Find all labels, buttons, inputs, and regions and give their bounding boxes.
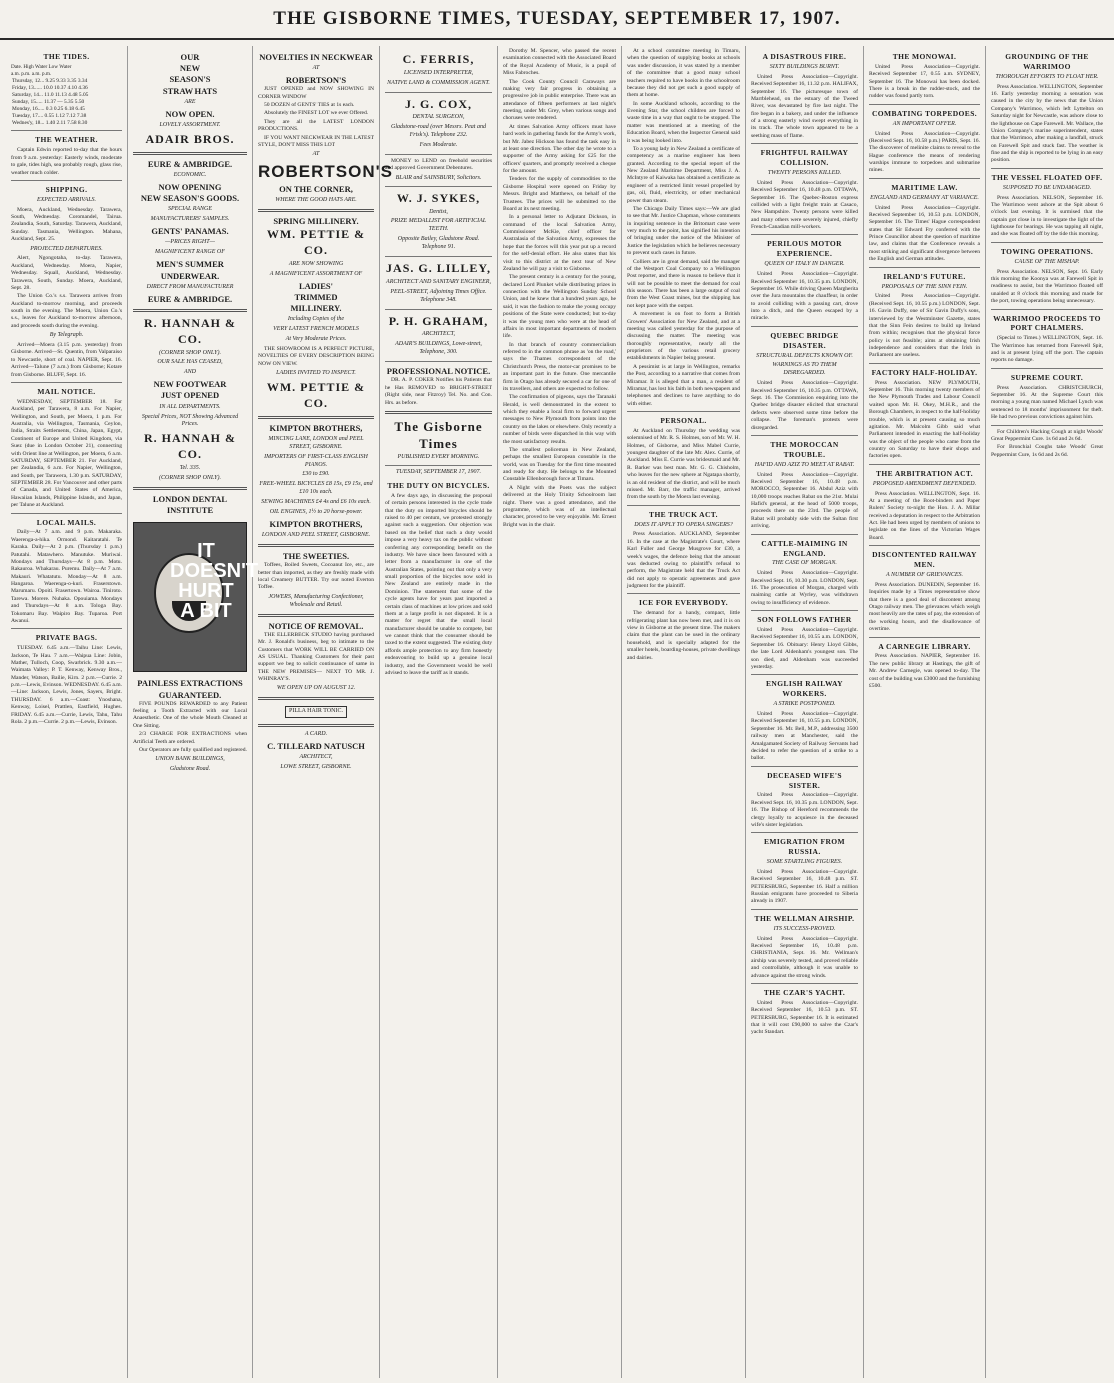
personal-text: At Auckland on Thursday the wedding was solemnised of Mr. R. S. Holmes, son of Mr. W. H. Holmes, of Gisborne, and Miss Mabel Currie, youngest daughter of the late Mr. Alex. Currie, of Auckland. Miss E. Currie was bridesmaid and Mr. R. Barker was best man. Mr. G. G. Chisholm, who leaves for the new sphere at Ngatapa shortly, is an old resident of the district, and will be much missed. Mr. Barr, the traffic manager, arrived from the south by the Moera last evening. xyxy=(627,427,740,501)
ad-direct: DIRECT FROM MANUFACTURER xyxy=(146,283,234,290)
ad-jgcox: J. G. COX, xyxy=(405,96,472,111)
emigration-text: United Press Association—Copyright. Received September 16, 10.48 p.m. ST. PETERSBURG, September 16. Half a million Russian emigrants have proceeded to Siberia already in 1907. xyxy=(751,868,858,905)
movement-text: A movement is on foot to form a British Growers' Association for New Zealand, and at a meeting was called yesterday for the purpose of discussing the matter. The meeting was thoroughly representative, nearly all the proprietors of the various retail grocery establishments in Napier being present. xyxy=(627,311,740,362)
torpedoes-heading: COMBATING TORPEDOES. xyxy=(871,108,978,118)
quebec-subheading: STRUCTURAL DEFECTS KNOWN OF. xyxy=(756,352,853,359)
ad-native-land: NATIVE LAND & COMMISSION AGENT. xyxy=(387,79,490,86)
weather-heading: THE WEATHER. xyxy=(35,135,98,145)
ad-jowers: JOWERS, Manufacturing Confectioner, Wholesale and Retail. xyxy=(268,593,364,608)
ad-straw-hats xyxy=(133,86,247,97)
ad-new-season: NEW SEASON'S GOODS. xyxy=(140,193,240,204)
projected-heading: PROJECTED DEPARTURES. xyxy=(30,245,103,252)
tides-row: Sunday, 15..... 11.37 — 5.35 5.50 xyxy=(12,98,85,105)
lilley-ad xyxy=(385,261,492,305)
truck-text: Press Association. AUCKLAND, September 16. In the case at the Magistrate's Court, where Karl Fuller and George Musgrove for £30, a week's wages, the defence being that the amount was deducted owing to plaintiff's refusal to perform, the Magistrate held that the Truck Act did not apply to operatic agreements and gave judgment for the plaintiff. xyxy=(627,531,740,590)
ad-finest-lot: Absolutely the FINEST LOT we ever Offered. xyxy=(264,110,369,117)
ireland-subheading: PROPOSALS OF THE SINN FEIN. xyxy=(881,283,968,290)
ad-pettie-2: WM. PETTIE & CO. xyxy=(266,379,366,410)
tenders-text: Tenders for the supply of commodities to the Gisborne Hospital were opened on Friday by Messrs. Bright and Matthews, on behalf of the Trustees. The prices will be submitted to the Board at its next meeting. xyxy=(503,176,616,212)
column-5 xyxy=(498,46,622,1378)
ad-good-hats: WHERE THE GOOD HATS ARE. xyxy=(275,196,357,203)
ad-ldi: LONDON DENTAL INSTITUTE xyxy=(152,493,228,516)
moroccan-text: United Press Association—Copyright. Received September 16, 10.48 p.m. MOROCCO, September 16. Abdul Aziz with 10,000 troops reaches Rabat on the 21st. Mulai Hafid's general, at the head of 5000 troops, proceeds there on the 23rd. The people of Rabat will probably side with the Sultan first arriving. xyxy=(751,471,858,530)
proceeds-text: (Special to Times.) WELLINGTON, Sept. 16. The Warrimoo has returned from Farewell Spit, and is at present lying off the port. The captain reports no damage. xyxy=(991,335,1103,364)
ad-money-lend: MONEY to LEND on freehold securities and approved Government Debentures. xyxy=(385,158,492,172)
peppermint-text: For Bronchial Coughs take Woods' Great Peppermint Cure, 1s 6d and 2s 6d. xyxy=(991,444,1103,458)
masthead xyxy=(0,0,1114,40)
ad-at-1: AT xyxy=(312,65,320,72)
moroccan-subheading: HAFID AND AZIZ TO MEET AT RABAT. xyxy=(754,461,855,468)
column-3 xyxy=(253,46,393,1378)
colliers-text: Colliers are in great demand, said the manager of the Westport Coal Company to a Wellington Post reporter, and there is reason to believe that it will not be possible to meet the demand for coal this season. There has been a large output of coal from the West Coast mines, but the shipping has not kept pace with the output. xyxy=(627,258,740,309)
ad-prize-medallist: PRIZE MEDALLIST FOR ARTIFICIAL TEETH. xyxy=(390,218,487,233)
ad-ladies: LADIES' xyxy=(298,280,333,291)
ad-our: OUR xyxy=(180,52,200,62)
frightful-text: United Press Association—Copyright. Received September 16, 10.48 p.m. OTTAWA, September 16. The Quebec-Boston express collided with a light freight train at Casaco, New Hampshire. Twenty persons were killed and many others were severely injured, chiefly French-Canadian mill-workers. xyxy=(751,179,858,231)
union-text: The Union Co.'s s.s. Tarawera arrives from Auckland to-morrow morning, and proceeds south in the evening. The Moera, Union Co.'s s.s., leaves for Auckland to-morrow afternoon, and proceeds south during the evening. xyxy=(11,293,122,329)
floated-text: Press Association. NELSON, September 16. The Warrimoo went ashore at the Spit about 6 o'clock last evening. It is surmised that the captain got close in to investigate the light of the lighthouse for bearings. He was tapping all night, and she was floated off by the tide this morning. xyxy=(991,194,1103,238)
truck-heading: THE TRUCK ACT. xyxy=(649,509,718,519)
monowai-text: United Press Association—Copyright. Received September 17, 0.55 a.m. SYDNEY, September 16. The Monowai has been docked. There is a break in the rudder-stock, and the rudder was found partly torn. xyxy=(869,63,980,100)
ad-opened: WE OPEN UP ON AUGUST 12. xyxy=(276,685,356,692)
floated-heading: THE VESSEL FLOATED OFF. xyxy=(991,172,1103,182)
ad-special-prices: Special Prices, NOT Showing Advanced Prices. xyxy=(141,413,239,428)
ad-moderate-prices: At Very Moderate Prices. xyxy=(285,335,347,342)
ad-now-showing: ARE NOW SHOWING xyxy=(288,260,344,267)
removal-ad xyxy=(258,621,374,694)
maritime-heading: MARITIME LAW. xyxy=(891,182,958,192)
truck-subheading: DOES IT APPLY TO OPERA SINGERS? xyxy=(634,521,733,528)
tides-row: Monday, 16..... 0.3 0.25 6.18 6.45 xyxy=(12,106,85,113)
pettie-millinery-ad xyxy=(258,216,374,412)
telegraph-text: Arrived—Moera (3.15 p.m. yesterday) from Gisborne. Arrived—St. Quentin, from Valparaiso to Newcastle, short of coal. NAPIER, Sept. 16. Arrived—Talune (7 a.m.) from Gisborne; Kotare from Gisborne. BLUFF, Sept. 16. xyxy=(11,342,122,378)
column-8 xyxy=(864,46,986,1378)
son-text: United Press Association—Copyright. Received September 16, 10.55 a.m. LONDON, September 16. Obituary: Henry Lloyd Gibbs, the late Lord Aldenham's youngest son. The son died, and Aldenham was succeeded yesterday. xyxy=(751,627,858,670)
frightful-heading: FRIGHTFUL RAILWAY COLLISION. xyxy=(760,148,849,168)
ad-special-range: SPECIAL RANGE xyxy=(167,206,213,213)
personal-heading: PERSONAL. xyxy=(660,416,707,425)
ad-mens-summer: MEN'S SUMMER xyxy=(156,259,224,270)
ad-sykes: W. J. SYKES, xyxy=(396,190,481,205)
ad-tel: Tel. 335. xyxy=(179,465,201,472)
table-row xyxy=(11,120,122,127)
supreme-court-text: Press Association. CHRISTCHURCH, September 16. At the Supreme Court this morning a young man named Michael Lynch was sentenced to 18 months' imprisonment for theft. He had two previous convictions against him. xyxy=(991,384,1103,421)
ad-trimmed: TRIMMED xyxy=(294,291,338,302)
ad-prices-right: —PRICES RIGHT— xyxy=(165,239,215,246)
grounding-text: Press Association. WELLINGTON, September 16. Early yesterday morning a sensation was caused in the city by the news that the Union Company's Warrimoo, which left Lyttelton on Saturday night for Newcastle, was ashore close to the lighthouse on Cape Farewell. Mr. Wallace, the Union Company's marine superintendent, states that the Warrimoo, after making a landfall, struck on Farewell Spit and stuck fast. The weather is fine and the ship is reported to be lying in an easy position. xyxy=(991,83,1103,164)
grounding-heading: GROUNDING OF THE WARRIMOO xyxy=(1005,52,1089,71)
wellman-text: United Press Association—Copyright. Received September 16, 10.48 p.m. CHRISTIANIA, Sept. 16. Mr. Wellman's airship was severely tested, and proved reliable and controllable, although it was unable to advance against the strong winds. xyxy=(751,935,858,979)
ad-adairs-buildings: ADAIR'S BUILDINGS, Lowe-street, Telephone, 300. xyxy=(395,341,482,356)
perilous-heading: PERILOUS MOTOR EXPERIENCE. xyxy=(767,239,842,259)
mail-heading: MAIL NOTICE. xyxy=(37,386,96,396)
ireland-text: United Press Association—Copyright. (Received Sept. 16, 10.55 p.m.) LONDON, Sept. 16. Gavin Duffy, one of Sir Gavin Duffy's sons, interviewed by the Westminster Gazette, states that the Sinn Fein desires to build up Ireland from within; recognises that the physical force policy is not feasible; aims at obtaining Irish independence and considers that the Irish in Parliament are useless. xyxy=(869,293,980,359)
frightful-subheading: TWENTY PERSONS KILLED. xyxy=(767,169,842,176)
arbitration-text: Press Association. WELLINGTON, Sept. 16. At a meeting of the Boot-binders and Paper Rulers' Society to-night the Hon. J. A. Millar received a deputation in respect to the Arbitration Act. He had been urged by members of unions to legislate on the lines of the Victorian Wages Board. xyxy=(869,490,980,541)
tides-columns: Date. High Water Low Water xyxy=(11,63,72,70)
perilous-subheading: QUEEN OF ITALY IN DANGER. xyxy=(764,261,845,268)
ireland-heading: IRELAND'S FUTURE. xyxy=(883,271,966,281)
arbitration-subheading: PROPOSED AMENDMENT DEFENDED. xyxy=(872,480,977,487)
ad-architect-2: ARCHITECT, xyxy=(421,331,456,338)
ad-including: Including Copies of the xyxy=(287,316,345,323)
children-cough-text: For Children's Hacking Cough at night Woods' Great Peppermint Cure. 1s 6d and 2s 6d. xyxy=(991,428,1103,442)
ad-magnificent: MAGNIFICENT RANGE OF xyxy=(155,249,225,256)
discontented-text: Press Association. DUNEDIN, September 16. Inquiries made by a Times representative show that there is a good deal of discontent among Otago railway men. The grievances which weigh most heavily are the rates of pay, the extension of the working hours, and the disallowance of overtime. xyxy=(869,581,980,633)
ad-french-models: VERY LATEST FRENCH MODELS xyxy=(273,326,359,333)
ad-removal-text: THE ELLERBECK STUDIO having purchased Mr. J. Ronald's business, beg to intimate to the Customers that WORK WILL BE CARRIED ON AS USUAL. Thanking Customers for their past support we beg to solicit continuance of same in THE NEW PREMISES— NEXT TO MR. J. WHINRAY'S. xyxy=(258,631,374,683)
ad-new-footwear: NEW FOOTWEAR xyxy=(153,379,227,390)
maritime-subheading: ENGLAND AND GERMANY AT VARIANCE. xyxy=(870,194,979,201)
factory-heading: FACTORY HALF-HOLIDAY. xyxy=(871,367,978,377)
nameplate-published: PUBLISHED EVERY MORNING. xyxy=(397,454,480,461)
english-railway-subheading: A STRIKE POSTPONED. xyxy=(773,701,836,708)
doesnt-hurt-text: IT DOESN'T HURT A BIT xyxy=(170,540,259,623)
ice-heading: ICE FOR EVERYBODY. xyxy=(639,598,728,608)
maritime-text: United Press Association—Copyright. Received September 16, 10.53 p.m. LONDON, September 16. The Times' Hague correspondent states that Sir Edward Fry conferred with the Prince Councillor about the question of maritime law, and claims that the Conference reveals a most striking and significant divergence between the English and German attitudes. xyxy=(869,204,980,263)
tides-heading: THE TIDES. xyxy=(43,52,90,61)
shipping-heading: SHIPPING. xyxy=(45,184,88,194)
ad-sweeties-text: Toffees, Boiled Sweets, Cocoanut Ice, etc., are better than imported, as they are freshly made with local Creamery BUTTER. Try our noted Everton Toffee. xyxy=(258,562,374,591)
ad-showroom: THE SHOWROOM IS A PERFECT PICTURE, NOVELTIES OF EVERY DESCRIPTION BEING NOW ON VIEW. xyxy=(258,345,374,367)
coker-ad xyxy=(385,366,492,407)
ad-hats: HATS xyxy=(194,85,218,96)
table-row xyxy=(11,113,122,120)
local-mails-text: Daily—At 7 a.m. and 9 p.m. Makaraka. Waerenga-a-hika. Ormond. Kaitaratahi. Te Karaka. Daily—At 2 p.m. (Thursday 1 p.m.) Patutahi. Matawhero. Manutuke. Muriwai. Mondays and Thursdays—At 8 p.m. Motu. Rakauroa. Whakarau. Puremu. Daily—At 7 a.m. Makauri. Whatatutu. Monday—At 8 a.m. Hangaroa. Waerenga-o-kuri. Fraserstown. Marumaru. Opoiti. Frasertown. Wairoa. Tiniroto. Tarewa. Morere. Nuhaka. Opouiama. Mondays and Thursdays—At 8 a.m. Tologa Bay. Tokomaru Bay. Waipiro Bay. Tuparoa. Port Awanui. xyxy=(11,529,122,624)
ad-oil-engines: OIL ENGINES, 1½ to 20 horse-power. xyxy=(269,509,363,516)
duty-heading: THE DUTY ON BICYCLES. xyxy=(387,481,490,491)
ad-painless: PAINLESS EXTRACTIONS xyxy=(137,678,243,689)
ad-professional-notice: PROFESSIONAL NOTICE. xyxy=(386,366,491,377)
ad-architect: ARCHITECT, xyxy=(299,754,333,761)
ad-coker-text: DR. A. P. COKER Notifies his Patients that he Has REMOVED to BRIGHT-STREET (Right side, near Fitzroy) Tel. No. and Con. Hrs. as before. xyxy=(385,377,492,406)
robertsons-neckwear-ad xyxy=(258,52,393,205)
floated-subheading: SUPPOSED TO BE UNDAMAGED. xyxy=(1002,184,1092,191)
ad-pettie-1: WM. PETTIE & CO. xyxy=(266,227,366,257)
emigration-heading: EMIGRATION FROM RUSSIA. xyxy=(763,837,846,857)
supreme-court-heading: SUPREME COURT. xyxy=(1010,372,1084,382)
son-heading: SON FOLLOWS FATHER xyxy=(757,615,852,625)
quebec-heading: QUEBEC BRIDGE DISASTER. xyxy=(770,330,839,350)
grounding-subheading: THOROUGH EFFORTS TO FLOAT HER. xyxy=(995,73,1099,80)
pilla-ad xyxy=(258,704,374,720)
ad-hannah-2: R. HANNAH & CO. xyxy=(144,431,236,462)
nameplate-title: The Gisborne Times xyxy=(394,418,483,452)
quebec-text: United Press Association—Copyright. Received September 16, 10.35 p.m. OTTAWA, Sept. 16. The Commission enquiring into the Quebec bridge disaster elicited that structural defects were observed some time before the collapse. The foreman's protests were disregarded. xyxy=(751,380,858,431)
disastrous-text: United Press Association—Copyright. Received September 16, 11.32 p.m. HALIFAX, September 16. The picturesque town of Marrblehead, on the estuary of the Tweed River, was devastated by fire last night. The fire began in a bakery, and under the influence of a strong easterly wind swept everything in its track. The whole town appeared to be a seething mass of flame. xyxy=(751,73,858,139)
carnegie-text: Press Association. NAPIER, September 16. The new public library at Hastings, the gift of Mr. Andrew Carnegie, was opened to-day. The cost of the building was £3000 and the furnishing £500. xyxy=(869,653,980,689)
chicago-text: The Chicago Daily Times says:—We are glad to see that Mr. Justice Chapman, whose comments in inquiring sentence in the Britomart case were very much to the point, has signified his intention of bringing under the notice of the Minister of Justice the legislation which he believes necessary to prevent such cases in future. xyxy=(627,205,740,257)
ad-hannah-1: R. HANNAH & CO. xyxy=(144,315,236,346)
english-railway-heading: ENGLISH RAILWAY WORKERS. xyxy=(766,679,843,699)
ad-corner-2: (CORNER SHOP ONLY). xyxy=(159,474,221,481)
monowai-heading: THE MONOWAI. xyxy=(892,52,957,61)
expected-text: Moera, Auckland, Wednesday. Tarawera, South, Wednesday. Coromandel, Tairua. Zealandia, South, Saturday. Tarawera, Auckland, Sunday. Tasmania, Wellington. Mahana, Auckland, Sept. 25. xyxy=(11,206,122,243)
ad-just-opened: JUST OPENED xyxy=(160,390,220,401)
tides-row: Tuesday, 17.... 0.55 1.12 7.12 7.38 xyxy=(12,113,87,120)
ad-kimpton-2: KIMPTON BROTHERS, xyxy=(269,518,363,529)
ad-union-bank: UNION BANK BUILDINGS, xyxy=(155,756,225,763)
ad-peel-street: PEEL-STREET, Adjoining Times Office. Telephone 348. xyxy=(390,288,487,303)
ad-bicycles: FREE-WHEEL BICYCLES £8 15s, £9 15s, and £10 10s each. xyxy=(259,481,373,496)
discontented-subheading: A NUMBER OF GRIEVANCES. xyxy=(885,572,964,578)
towing-subheading: CAUSE OF THE MISHAP. xyxy=(1014,258,1080,265)
school-text: In some Auckland schools, according to the Evening Star, the school children are forced to waste time in a way that ought to be stopped. The matter was mentioned at a meeting of the Education Board, when the Inspector General said it was being looked into. xyxy=(627,100,740,144)
table-row xyxy=(11,85,122,92)
tides-row: Friday, 13...... 10.0 10.37 4.10 4.36 xyxy=(12,84,88,91)
ad-magnificent-assortment: A MAGNIFICENT ASSORTMENT OF xyxy=(269,270,363,277)
ad-and: AND xyxy=(184,369,196,376)
ad-are: ARE xyxy=(184,99,196,106)
moroccan-heading: THE MOROCCAN TROUBLE. xyxy=(770,439,839,459)
private-bags-heading: PRIVATE BAGS. xyxy=(35,633,98,643)
ad-opposite-bailey: Opposite Bailey, Gladstone Road. Telephone 91. xyxy=(397,236,480,251)
ad-mincing-lane: MINCING LANE, LONDON and PEEL STREET, GISBORNE. xyxy=(268,435,364,450)
ad-ladies-invited: LADIES INVITED TO INSPECT. xyxy=(276,370,356,376)
lumber-text: In that branch of country commercialism referred to in the common phrase as 'on the road,' says the Thames correspondent of the Christchurch Press, the motor-car promises to be an important part in the future. One mercantile firm in Otago has already secured a car for one of its travellers, and others are expected to follow. xyxy=(503,341,616,392)
ad-graham: P. H. GRAHAM, xyxy=(388,313,489,328)
ad-dental-surgeon: DENTAL SURGEON, xyxy=(412,114,465,121)
czar-text: United Press Association—Copyright. Received September 16, 10.53 p.m. ST. PETERSBURG, September 16. It is estimated that it will cost £90,000 to salve the Czar's yacht Standart. xyxy=(751,999,858,1036)
deceased-text: United Press Association—Copyright. Received Sept. 16, 10.35 p.m. LONDON, Sept. 16. The Bishop of Hereford recommends the clergy loyally to acquiesce in the deceased wife's sister legislation. xyxy=(751,792,858,828)
columns xyxy=(6,46,1108,1378)
proceeds-heading: WARRIMOO PROCEEDS TO PORT CHALMERS. xyxy=(993,313,1101,333)
confirmation-text: The confirmation of pigeons, says the Taranaki Herald, is well demonstrated in the extent to which they enable a local firm to forward urgent messages to New Plymouth from points into the country on the lakes or elsewhere. Only recently a number of birds were dispatched in this way with the most satisfactory results. xyxy=(503,394,616,445)
ad-adair-bros: ADAIR BROS. xyxy=(145,132,235,147)
deceased-heading: DECEASED WIFE'S SISTER. xyxy=(767,770,842,790)
cattle-subheading: THE CASE OF MORGAN. xyxy=(772,560,837,567)
ad-arch-sanitary: ARCHITECT AND SANITARY ENGINEER, xyxy=(386,278,491,285)
masthead-text: THE GISBORNE TIMES, TUESDAY, SEPTEMBER 17, 1907. xyxy=(273,8,841,29)
table-row xyxy=(11,99,122,106)
night-poets-text: A Night with the Poets was the subject delivered at the Holy Trinity Schoolroom last night. There was a good attendance, and the programme, which was of an intellectual character, proved to be very enjoyable. Mr. Ernest Bright was in the chair. xyxy=(503,484,616,528)
tides-row: Wednes'y, 18... 1.40 2.11 7.58 8.30 xyxy=(12,120,88,127)
torpedoes-text: United Press Association—Copyright. (Received Sept. 16, 10.58 p.m.) PARIS, Sept. 16. The discoverer of melinite claims to reveal to the Hague conference the means of rendering warships immune to torpedoes and submarine mines. xyxy=(869,130,980,174)
card-ad xyxy=(258,731,374,772)
towing-heading: TOWING OPERATIONS. xyxy=(1000,246,1094,256)
czar-heading: THE CZAR'S YACHT. xyxy=(763,987,846,997)
ad-economic: ECONOMIC. xyxy=(173,172,207,179)
ad-spring-millinery: SPRING MILLINERY. xyxy=(273,215,359,226)
ad-fees: Fees Moderate. xyxy=(419,142,458,149)
disastrous-subheading: SIXTY BUILDINGS BURNT. xyxy=(769,63,840,70)
projected-text: Alert, Ngongotaha, to-day. Tarawera, Auckland, Wednesday. Moera, Napier, Wednesday. Squall, Auckland, Wednesday. Tarawera, South, Sunday. Moera, Auckland, Sept. 28. xyxy=(11,255,122,291)
ad-kimpton-1: KIMPTON BROTHERS, xyxy=(269,422,363,433)
column-6 xyxy=(622,46,746,1378)
table-row xyxy=(11,92,122,99)
ad-departments: IN ALL DEPARTMENTS. xyxy=(159,403,221,410)
ad-now-opening: NOW OPENING xyxy=(158,182,222,193)
sykes-ad xyxy=(385,191,492,252)
torpedoes-subheading: AN IMPORTANT OFFER. xyxy=(892,120,957,127)
ad-just-opened-window: JUST OPENED and NOW SHOWING IN CORNER WINDOW xyxy=(258,86,374,100)
ad-lowe-street: LOWE STREET, GISBORNE. xyxy=(280,764,352,771)
cox-ad xyxy=(385,97,492,150)
ad-novelties: NOVELTIES IN NECKWEAR xyxy=(259,52,373,62)
ad-dozen-ties: 50 DOZEN of GENTS' TIES at 1s each. xyxy=(264,102,355,109)
present-century-text: The present century is a century for the young, declared Lord Plunket while distributing prizes in connection with the Wellington Sunday School Union, and he knew that a hundred years ago, he said, it was the fashion to make the young occupy positions of the State were conducted; but to-day it was the young men who were at the head of affairs in most important departments of modern life. xyxy=(503,274,616,340)
column-4 xyxy=(380,46,498,1378)
young-lady-text: To a young lady in New Zealand a certificate of competency as a marine engineer has been granted. According to the special report of the New Zealand Maritime Department, Miss J. A. McIntyre of Kaiwaka has obtained a certificate as engineer of a restricted limit vessel propelled by gas, oil, fluid, electricity, or other mechanical power than steam. xyxy=(627,145,740,204)
nameplate-date: TUESDAY, SEPTEMBER 17, 1907. xyxy=(395,469,482,476)
ad-pilla: PILLA HAIR TONIC. xyxy=(285,706,347,718)
ad-operators: Our Operators are fully qualified and registered. xyxy=(139,746,247,753)
ad-sale-ceased: OUR SALE HAS CEASED, xyxy=(157,359,223,366)
ice-text: The demand for a handy, compact, little refrigerating plant has now been met, and it is on view in Gisborne at the present time. The makers claim that the plant can be used in the ordinary household, and is specially adapted for the smaller hotels, boarding-houses, private dwellings and dairies. xyxy=(627,610,740,661)
column-1 xyxy=(6,46,128,1378)
ad-pianos: £30 to £90. xyxy=(302,471,330,478)
ad-sewing: SEWING MACHINES £4 4s and £6 10s each. xyxy=(261,499,371,506)
ad-eure-2: EURE & AMBRIDGE. xyxy=(147,293,233,304)
ad-gents-panamas: GENTS' PANAMAS. xyxy=(151,226,229,237)
county-text: The Cook County Council Caraways are making very fair progress in obtaining a progressive job in public enterprise. There was an attendance of fifteen performers at last night's meeting, under Mr. Grey, when various songs and choruses were rendered. xyxy=(503,78,616,122)
english-railway-text: United Press Association—Copyright. Received September 16, 10.55 p.m. LONDON, September 16. Mr. Bell, M.P., addressing 3500 railway men at Manchester, said the Amalgamated Society of Railway Servants had decided to refer the question of a strike to a ballot. xyxy=(751,711,858,762)
tides-row: Saturday, 14... 11.0 11.13 4.48 5.05 xyxy=(12,91,89,98)
carnegie-heading: A CARNEGIE LIBRARY. xyxy=(878,641,971,651)
ad-guaranteed: GUARANTEED. xyxy=(158,689,222,700)
ad-london-peel: LONDON AND PEEL STREET, GISBORNE. xyxy=(261,532,371,539)
column-9 xyxy=(986,46,1108,1378)
committee-text: At a school committee meeting in Timaru, when the question of supplying books at schools was under discussion, it was stated by a member of the committee that a good many school teachers required to have books in the schoolroom because they did not get such a good supply of them at home. xyxy=(627,48,740,99)
ad-manufacturers: MANUFACTURERS' SAMPLES. xyxy=(150,216,230,223)
salvation-text: At times Salvation Army officers must have hard work in gathering funds for the Army's work, but Mr. Jabez Hickson has found the task easy in at least one direction. The other day he wrote to a supporter of the Army asking for £25 for the officers' quarters, and promptly received a cheque for the amount. xyxy=(503,123,616,174)
ad-robertsons-2: ROBERTSON'S xyxy=(258,162,393,182)
ad-now-open: NOW OPEN. xyxy=(165,108,215,119)
graham-ad xyxy=(385,314,492,358)
ad-corner-1: (CORNER SHOP ONLY). xyxy=(159,349,221,356)
dental-institute-ad xyxy=(133,493,259,774)
ad-eure-1: EURE & AMBRIDGE. xyxy=(147,158,233,169)
ad-underwear: UNDERWEAR. xyxy=(160,270,220,281)
spencer-text: Dorothy M. Spencer, who passed the recent examination connected with the Associated Board of the Royal Academy of Music, is a pupil of Miss Fabroches. xyxy=(503,48,616,77)
ad-robertsons-1: ROBERTSON'S xyxy=(285,75,347,86)
wellman-heading: THE WELLMAN AIRSHIP. xyxy=(754,913,855,923)
mail-text: WEDNESDAY, SEPTEMBER 18. For Auckland, per Tarawera, 8 a.m. For Napier, Wellington, and South, per Moera, 1 p.m. For Australia, via Wellington, Tasmania, Ceylon, India, Straits Settlements, China, Japan, Egypt, Continent of Europe and United Kingdom, via Suez (due in London October 21), connecting with Orient line at Wellington, per Moera, 6 a.m. SATURDAY, SEPTEMBER 21. For Auckland, per Zealandia, 6 a.m. For Napier, Wellington, and South, per Tarawera, 1.30 p.m. SATURDAY, SEPTEMBER 28. For Vancouver and other parts of Canada, and United States of America, Hawaiian Islands, Philippine Islands, and Japan, per Talune at Auckland. xyxy=(11,398,122,509)
ad-ferris: C. FERRIS, xyxy=(402,52,475,66)
ad-lilley: JAS. G. LILLEY, xyxy=(386,261,491,276)
wellman-subheading: ITS SUCCESS-PROVED. xyxy=(773,925,836,932)
tides-units: a.m. p.m. a.m. p.m. xyxy=(11,70,52,77)
ad-five-pounds: FIVE POUNDS REWARDED to any Patient feeling a Tooth Extracted with our Local Anaesthetic. One of the whole Mouth Cleaned at One Sitting. xyxy=(133,700,247,729)
quebec-subheading-2: WARNINGS AS TO THEM DISREGARDED. xyxy=(772,362,837,377)
towing-text: Press Association. NELSON, Sept. 16. Early this morning the Koonya was at Farewell Spit in readiness to assist, but the Warrimoo floated off unaided at 8 o'clock this morning and made for the port, towing operations being unnecessary. xyxy=(991,268,1103,305)
ad-if-you-want: IF YOU WANT NECKWEAR IN THE LATEST STYLE, DON'T MISS THIS LOT xyxy=(258,134,374,148)
local-mails-heading: LOCAL MAILS. xyxy=(36,517,97,527)
ad-at-2: AT xyxy=(312,151,320,158)
ad-interpreter: LICENSED INTERPRETER, xyxy=(403,69,474,76)
ad-lovely: LOVELY ASSORTMENT. xyxy=(159,122,221,129)
cattle-text: United Press Association—Copyright. Received Sept. 16, 10.30 p.m. LONDON, Sept. 16. The prosecution of Morgan, charged with maiming cattle at Wyrley, was withdrawn owing to insufficiency of evidence. xyxy=(751,570,858,606)
ad-gladstone: Gladstone Road. xyxy=(169,766,211,773)
ad-blair: BLAIR and SAINSBURY, Solicitors. xyxy=(395,174,482,181)
duty-text: A few days ago, in discussing the proposal of certain persons interested in the cycle trade that the duty on imported bicycles should be raised to 40 per centum, we protested strongly against such a suggestion. Our objection was based on the belief that such a duty would impose a very heavy tax on the public without conferring any corresponding benefit on the industry. We have since been favoured with a letter from a manufacturer in one of the Australian States, pointing out that only a very small proportion of the bicycles now sold in New Zealand are entirely made in the Dominion. The statement that some of the cycle agents have for years past imported a certain class of machines at low prices and sold them at a large profit is not disputed. It is a matter for regret that the small local manufacturer should be unable to compete, but we cannot think that the consumer should be taxed to the extent suggested. The existing duty affords ample protection to any firm honestly endeavouring to build up a genuine local industry, and the Government would be well advised to leave the tariff as it stands. xyxy=(385,492,492,676)
table-row xyxy=(11,78,122,85)
ad-seasons: SEASON'S xyxy=(169,74,211,85)
cattle-heading: CATTLE-MAIMING IN ENGLAND. xyxy=(761,538,848,558)
disastrous-heading: A DISASTROUS FIRE. xyxy=(762,52,847,61)
ad-card: A CARD. xyxy=(304,731,328,738)
tides-row: Thursday, 12... 9.25 9.33 3.35 3.34 xyxy=(12,77,88,84)
kimpton-ad xyxy=(258,423,374,541)
ad-charge: 2/3 CHARGE FOR EXTRACTIONS when Artificial Teeth are ordered. xyxy=(133,731,247,745)
discontented-heading: DISCONTENTED RAILWAY MEN. xyxy=(872,550,977,570)
expected-heading: EXPECTED ARRIVALS. xyxy=(36,196,97,203)
perilous-text: United Press Association—Copyright. Received September 16, 10.35 p.m. LONDON, September 16. While driving Queen Margherita over the Jura mountains the chauffeur, in order to avoid colliding with a passing cart, drove into a ditch, and the Queen escaped by a miracle. xyxy=(751,271,858,322)
emigration-subheading: SOME STARTLING FIGURES. xyxy=(766,859,843,866)
pessimist-text: A pessimist is at large in Wellington, remarks the Post, according to a narrative that comes from Miramar. It is alleged that a man, a resident of Miramar, has lost his faith in both newspapers and telephones and declines to have anything to do with either. xyxy=(627,363,740,407)
table-row xyxy=(11,106,122,113)
parliament-text: In a personal letter to Adjutant Dickson, in command of the local Salvation Army, Commissioner McKie, chief officer for Australasia of the Salvation Army, expresses the hope that the forces will this year put up a record for the self-denial effort. He also states that his visit to this district at the next tour of New Zealand he will pay a visit to Gisborne. xyxy=(503,214,616,272)
dental-illustration xyxy=(133,522,259,672)
straw-hats-ad xyxy=(133,52,247,148)
ad-gladstone-road: Gladstone-road (over Messrs. Peat and Frisk's). Telephone 232. xyxy=(391,124,486,139)
eure-ambridge-ad xyxy=(133,159,247,305)
smallest-text: The smallest policeman in New Zealand, perhaps the smallest European constable in the world, was on Tuesday for the first time mounted and ready for duty. He belongs to the Mounted Constable Ellenborough force at Timaru. xyxy=(503,446,616,483)
ad-straw: STRAW xyxy=(162,85,194,96)
column-2 xyxy=(128,46,259,1378)
tides-table xyxy=(11,78,122,128)
ad-on-corner: ON THE CORNER, xyxy=(279,183,353,194)
ferris-ad xyxy=(385,52,492,88)
telegraph-heading: By Telegraph. xyxy=(49,332,84,339)
weather-text: Captain Edwin reported to-day that the hours from 9 a.m. yesterday: Easterly winds, moderate to gale, tides high, sea probably rough, glass rise, weather much colder. xyxy=(11,147,122,176)
sweeties-ad xyxy=(258,551,374,610)
ad-importers: IMPORTERS OF FIRST-CLASS ENGLISH PIANOS. xyxy=(264,453,368,468)
ad-tilleard: C. TILLEARD NATUSCH xyxy=(267,741,365,752)
hannah-ad xyxy=(133,316,247,483)
column-7 xyxy=(746,46,864,1378)
ad-latest-london: They are all the LATEST LONDON PRODUCTIONS. xyxy=(258,118,374,133)
ad-sweeties: THE SWEETIES. xyxy=(282,551,350,562)
gisborne-times-nameplate xyxy=(385,418,492,477)
ad-new: NEW xyxy=(179,63,201,74)
private-bags-text: TUESDAY. 6.45 a.m.—Taihu Line: Lewis, Jackson, Te Hau. 7 a.m.—Waipua Line: Jobin, Mather, Tulloch, Coop, Swarbrick. 9.30 a.m.—Waimata Valley: P. T. Kenway, Kenway Bros., Mander, Watson, Bailie, Kirn. 2 p.m.—Currie. 2 p.m.—Lewis, Evinson. WEDNESDAY. 6.45 a.m.—Line: Jackson, Lewis, Jones, Sayers, Bright. THURSDAY. 6 a.m.—Coast: Ynoshana, Kenway, Loisel, Prattlen, Eastfield, Hughes. FRIDAY. 6.45 a.m.—Currie, Lewis, Tahu, Tahu Rola. 2 p.m.—Currie. 2 p.m.—Lewis, Evinson. xyxy=(11,645,122,725)
ad-removal: NOTICE OF REMOVAL. xyxy=(268,620,364,631)
arbitration-heading: THE ARBITRATION ACT. xyxy=(875,468,974,478)
factory-text: Press Association. NEW PLYMOUTH, September 16. This morning twenty members of the New Plymouth Trades and Labour Council waited upon Mr. H. Okey, M.H.R., and the Borough Chambers, in respect to the half-holiday trouble, which is at present causing so much agitation. Mr. Malcolm Gibb said what Parliament intended in enacting the half-holiday was the object of the people who came from the country on Saturday to have their shops and factories open. xyxy=(869,379,980,460)
ad-dentist: Dentist, xyxy=(429,208,448,215)
ad-millinery: MILLINERY. xyxy=(290,302,342,313)
